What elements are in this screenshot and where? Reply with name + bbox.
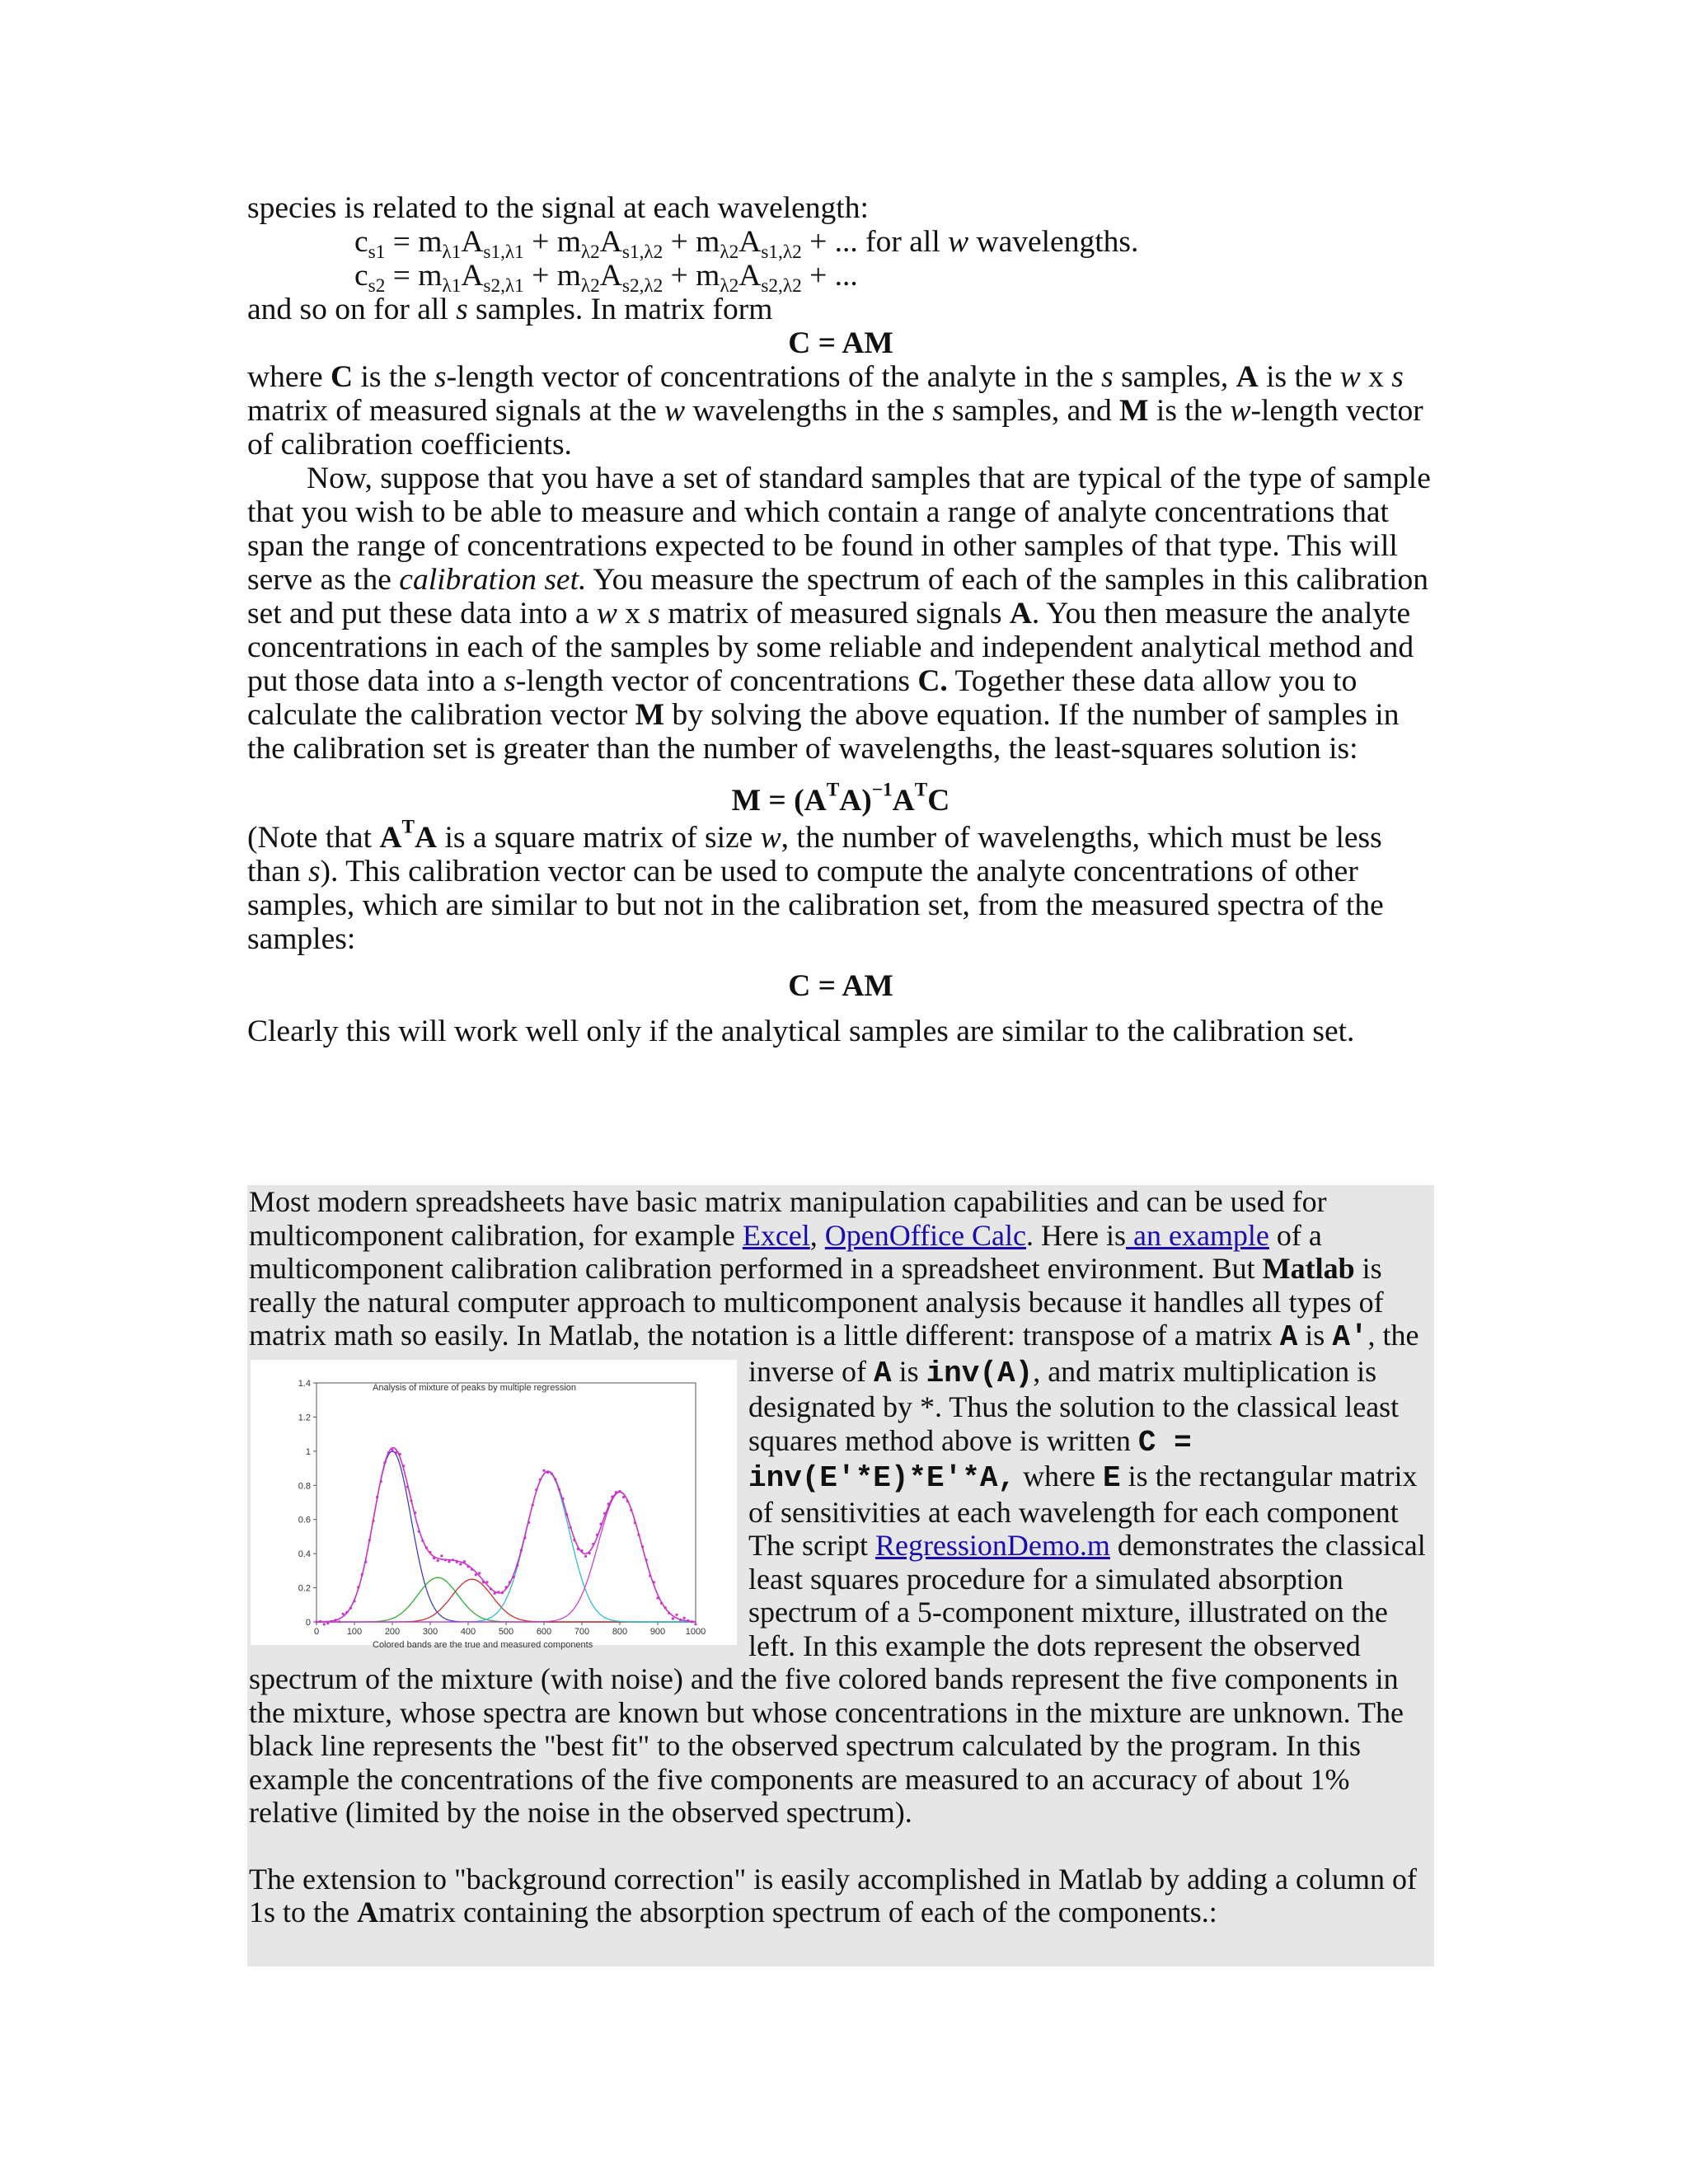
y-tick-label: 0.8 xyxy=(298,1480,311,1491)
chart-svg xyxy=(251,1360,737,1645)
observed-point xyxy=(577,1547,579,1549)
t: is xyxy=(1305,1319,1325,1352)
observed-point xyxy=(357,1586,359,1588)
observed-point xyxy=(497,1591,499,1593)
observed-point xyxy=(561,1497,564,1499)
observed-point xyxy=(592,1542,594,1544)
t: matrix of measured signals xyxy=(668,597,1002,630)
highlight-box xyxy=(247,1185,1434,1966)
t: . You then measure the analyte concentrations in each of the samples by some reliable and independent analytical method and put those data into a xyxy=(247,597,1414,698)
t: , the number of wavelengths, which must be less than xyxy=(247,821,1382,888)
t: A xyxy=(414,821,438,855)
x-tick-label: 500 xyxy=(498,1626,514,1637)
observed-point xyxy=(551,1472,553,1474)
observed-point xyxy=(421,1539,424,1541)
equation-c-am-2: C = AM xyxy=(788,969,893,1003)
observed-point xyxy=(410,1499,412,1502)
x-tick-label: 700 xyxy=(574,1626,590,1637)
y-tick-label: 0 xyxy=(305,1617,311,1628)
component-band-4 xyxy=(316,1471,696,1621)
observed-point xyxy=(463,1560,466,1563)
eq-text: for all xyxy=(865,225,940,259)
t: where xyxy=(1023,1460,1096,1493)
regression-chart xyxy=(251,1360,737,1650)
t: samples, and xyxy=(952,394,1112,428)
observed-point xyxy=(338,1620,340,1623)
samples-line xyxy=(247,293,1434,326)
y-tick-label: 1.2 xyxy=(298,1412,311,1422)
observed-point xyxy=(482,1581,485,1583)
t: w xyxy=(596,597,617,630)
observed-point xyxy=(554,1478,556,1480)
t: A xyxy=(1009,597,1032,630)
observed-point xyxy=(353,1600,355,1602)
observed-point xyxy=(668,1611,670,1614)
t: by solving the above equation. If the number of samples in the calibration set is greater than the number of wavelengths, the least-squares solution is: xyxy=(247,698,1400,766)
clearly-line: Clearly this will work well only if the analytical samples are similar to the calibration set. xyxy=(247,1015,1355,1048)
observed-point xyxy=(520,1549,523,1551)
observed-point xyxy=(535,1488,537,1491)
var: s xyxy=(456,293,468,326)
y-tick-label: 0.2 xyxy=(298,1583,311,1594)
observed-point xyxy=(570,1526,572,1528)
observed-point xyxy=(380,1479,382,1482)
t: ). This calibration vector can be used to compute the analyte concentrations of other samples, which are similar to but not in the calibration set, from the measured spectra of the samples: xyxy=(247,855,1384,956)
observed-point xyxy=(368,1538,371,1540)
observed-point xyxy=(414,1511,416,1513)
t: A xyxy=(1279,1320,1298,1354)
intro-line: species is related to the signal at each wavelength: xyxy=(247,191,869,225)
observed-point xyxy=(683,1616,686,1619)
observed-point xyxy=(691,1620,693,1623)
observed-point xyxy=(615,1491,617,1493)
t: The extension to "background correction" is easily accomplished in Matlab by adding a column of 1s to the xyxy=(249,1862,1418,1929)
t: w xyxy=(760,821,781,855)
regression-demo-link[interactable]: RegressionDemo.m xyxy=(874,1529,1110,1562)
observed-point xyxy=(542,1469,545,1471)
text: samples. In matrix form xyxy=(476,293,773,326)
t: is the rectangular matrix of sensitivities at each wavelength for each component The script xyxy=(748,1460,1418,1562)
observed-point xyxy=(679,1618,682,1620)
t: A xyxy=(357,1896,378,1929)
observed-point xyxy=(645,1558,648,1561)
observed-point xyxy=(323,1623,326,1625)
observed-point xyxy=(611,1495,613,1497)
t: of a multicomponent calibration calibration performed in a spreadsheet environment. But xyxy=(249,1218,1322,1285)
t: You measure the spectrum of each of the samples in this calibration set and put these data into a xyxy=(247,563,1428,630)
x-tick-label: 1000 xyxy=(685,1626,706,1637)
t: s xyxy=(1391,360,1404,394)
y-tick-label: 0.6 xyxy=(298,1515,311,1526)
t: w xyxy=(1230,394,1251,428)
t: matrix containing the absorption spectrum of each of the components.: xyxy=(378,1896,1217,1929)
t: demonstrates the classical least squares procedure for a simulated absorption spectrum of a 5-component mixture, illustrated on the left. In this example the dots represent the observed spectrum of the mixture (with noise) and the five colored bands represent the five components in the mixture, whose spectra are known but whose concentrations in the mixture are unknown. The black line represents the "best fit" to the observed spectrum calculated by the program. In this example the concentrations of the five components are measured to an accuracy of about 1% relative (limited by the noise in the observed spectrum). xyxy=(249,1529,1426,1829)
background-paragraph xyxy=(249,1863,1432,1929)
t: E xyxy=(1103,1461,1121,1495)
x-tick-label: 400 xyxy=(460,1626,476,1637)
t: is really the natural computer approach to multicomponent analysis because it handles all types of matrix math so easily. In Matlab, the notation is a little different: transpose of a matrix xyxy=(249,1252,1384,1352)
t: where xyxy=(247,360,323,394)
observed-point xyxy=(452,1558,454,1561)
observed-point xyxy=(334,1619,336,1621)
t: is the xyxy=(1156,394,1223,428)
excel-link[interactable]: Excel xyxy=(742,1218,810,1252)
observed-point xyxy=(437,1559,439,1562)
t: M xyxy=(635,698,664,732)
t: -length vector of concentrations xyxy=(515,664,910,698)
observed-point xyxy=(326,1622,329,1624)
observed-point xyxy=(660,1601,663,1604)
observed-point xyxy=(656,1596,659,1599)
observed-point xyxy=(596,1533,598,1535)
observed-point xyxy=(456,1560,458,1563)
observed-point xyxy=(315,1620,317,1623)
equation-cs1: $c_{s1} = m_{\lambda 1}A_{s1,\lambda 1} + m_{\lambda 2}A_{s1,\lambda 2} + m_{\lambda 2}A_{s1,\lambda 2}$ + ... for all w wavelengths. xyxy=(354,225,1139,264)
text: and so on for all xyxy=(247,293,448,326)
component-band-5 xyxy=(316,1492,696,1621)
t: x xyxy=(625,597,640,630)
observed-point xyxy=(361,1572,363,1575)
equation-c-am: C = AM xyxy=(788,326,893,360)
t: , and matrix multiplication is designated by *. Thus the solution to the classical least squares method above is written xyxy=(748,1354,1400,1457)
observed-point xyxy=(588,1551,591,1554)
observed-point xyxy=(626,1499,629,1502)
matlab-paragraph xyxy=(249,1185,1432,1830)
observed-point xyxy=(528,1521,530,1523)
observed-point xyxy=(641,1545,644,1548)
x-tick-label: 300 xyxy=(422,1626,438,1637)
y-tick-label: 1.4 xyxy=(298,1378,311,1389)
observed-point xyxy=(399,1452,401,1455)
equation-cs2: $c_{s2} = m_{\lambda 1}A_{s2,\lambda 1} + m_{\lambda 2}A_{s2,\lambda 2} + m_{\lambda 2}A_{s2,\lambda 2}$ + ... xyxy=(354,259,858,298)
observed-point xyxy=(319,1619,321,1622)
x-tick-label: 100 xyxy=(346,1626,363,1637)
observed-point xyxy=(364,1560,367,1563)
observed-point xyxy=(513,1575,515,1577)
observed-point xyxy=(429,1550,431,1553)
observed-point xyxy=(402,1465,405,1467)
observed-point xyxy=(406,1485,409,1488)
t: s xyxy=(932,394,945,428)
observed-point xyxy=(342,1612,345,1615)
observed-point xyxy=(546,1471,549,1474)
observed-point xyxy=(618,1489,621,1492)
observed-point xyxy=(433,1557,435,1559)
t: is xyxy=(898,1354,919,1388)
observed-point xyxy=(607,1502,610,1505)
x-tick-label: 0 xyxy=(313,1626,320,1637)
t: A xyxy=(873,1356,892,1390)
t: M xyxy=(1119,394,1149,428)
observed-point xyxy=(475,1573,477,1576)
t: s xyxy=(307,855,321,888)
observed-point xyxy=(622,1496,625,1498)
t: samples, xyxy=(1121,360,1229,394)
observed-point xyxy=(471,1568,473,1570)
chart-title: Analysis of mixture of peaks by multiple regression xyxy=(373,1382,576,1393)
observed-point xyxy=(649,1574,651,1577)
x-tick-label: 200 xyxy=(384,1626,401,1637)
y-tick-label: 1 xyxy=(305,1446,311,1457)
t: (Note that xyxy=(247,821,372,855)
observed-point xyxy=(504,1586,507,1588)
observed-point xyxy=(687,1619,689,1621)
t: is a square matrix of size xyxy=(444,821,753,855)
observed-point xyxy=(664,1606,667,1609)
main-text xyxy=(247,191,1434,1048)
eq-text: wavelengths. xyxy=(976,225,1139,259)
equation-least-squares: $M = (A^TA)^{-1}A^TC$ xyxy=(731,779,950,818)
t: s xyxy=(648,597,660,630)
t: , the inverse of xyxy=(748,1319,1419,1388)
observed-point xyxy=(459,1563,462,1565)
t: w xyxy=(664,394,686,428)
t: Now, suppose that you have a set of standard samples that are typical of the type of sample that you wish to be able to measure and which contain a range of analyte concentrations that span the range of concentrations expected to be found in other samples of that type. This will serve as the xyxy=(247,462,1431,597)
x-tick-label: 600 xyxy=(536,1626,552,1637)
t: C = inv(E'*E)*E'*A, xyxy=(748,1425,1192,1495)
t: Most modern spreadsheets have basic matrix manipulation capabilities and can be used for multicomponent calibration, for example xyxy=(249,1185,1327,1252)
t: s xyxy=(434,360,447,394)
observed-point xyxy=(532,1503,534,1506)
observed-point xyxy=(565,1513,568,1516)
observed-point xyxy=(509,1581,511,1583)
observed-point xyxy=(467,1565,469,1568)
observed-point xyxy=(558,1488,560,1490)
observed-point xyxy=(694,1623,696,1625)
observed-point xyxy=(494,1591,496,1594)
observed-point xyxy=(675,1613,678,1615)
observed-point xyxy=(603,1511,606,1514)
an-example-link[interactable]: an example xyxy=(1125,1218,1269,1252)
observed-point xyxy=(485,1581,488,1583)
t: calibration set. xyxy=(399,563,587,597)
t: is the xyxy=(1266,360,1333,394)
t: w xyxy=(1339,360,1361,394)
observed-point xyxy=(444,1558,447,1561)
observed-point xyxy=(383,1461,386,1464)
observed-point xyxy=(584,1554,587,1557)
t: , xyxy=(809,1218,818,1252)
openoffice-calc-link[interactable]: OpenOffice Calc xyxy=(824,1218,1027,1252)
t: wavelengths in the xyxy=(692,394,925,428)
observed-point xyxy=(478,1572,481,1574)
x-tick-label: 900 xyxy=(649,1626,666,1637)
now-paragraph xyxy=(247,462,1434,766)
observed-point xyxy=(387,1451,390,1453)
t: C xyxy=(330,360,354,394)
t: A xyxy=(379,821,402,855)
t: C. xyxy=(917,664,948,698)
t: . Here is xyxy=(1026,1218,1126,1252)
observed-point xyxy=(418,1530,420,1532)
observed-point xyxy=(395,1451,397,1453)
note-paragraph: (Note that $A^TA$ is a square matrix of size w, the number of wavelengths, which must be less than s). This calibration vector can be used to compute the analyte concentrations of other samples, which are similar to but not in the calibration set, from the measured spectra of the samples: xyxy=(247,816,1384,956)
observed-point xyxy=(376,1496,378,1498)
observed-point xyxy=(637,1533,640,1535)
observed-point xyxy=(349,1606,352,1609)
where-paragraph xyxy=(247,360,1434,462)
observed-point xyxy=(425,1546,428,1549)
t: inv(A) xyxy=(926,1356,1034,1390)
observed-point xyxy=(672,1617,674,1619)
observed-point xyxy=(448,1560,450,1563)
observed-point xyxy=(490,1587,492,1590)
observed-point xyxy=(331,1619,333,1622)
observed-point xyxy=(634,1521,636,1524)
t: Together these data allow you to calculate the calibration vector xyxy=(247,664,1357,732)
t: A xyxy=(1236,360,1259,394)
observed-point xyxy=(516,1563,518,1566)
observed-point xyxy=(391,1448,393,1451)
chart-xlabel: Colored bands are the true and measured components xyxy=(373,1639,593,1650)
observed-point xyxy=(440,1554,443,1557)
observed-point xyxy=(630,1508,632,1511)
eq-var: w xyxy=(948,225,969,259)
component-band-3 xyxy=(316,1579,696,1622)
t: -length vector of concentrations of the analyte in the xyxy=(446,360,1094,394)
t: Matlab xyxy=(1262,1252,1355,1285)
t: is the xyxy=(360,360,427,394)
observed-point xyxy=(523,1536,526,1539)
t: -length vector of calibration coefficients. xyxy=(247,394,1423,462)
observed-point xyxy=(372,1519,374,1521)
observed-point xyxy=(580,1549,583,1552)
observed-point xyxy=(501,1591,504,1594)
observed-point xyxy=(653,1581,655,1583)
t: matrix of measured signals at the xyxy=(247,394,657,428)
observed-point xyxy=(345,1610,348,1613)
observed-point xyxy=(599,1522,602,1525)
t: A' xyxy=(1332,1320,1368,1354)
observed-point xyxy=(539,1478,542,1480)
t: x xyxy=(1368,360,1384,394)
observed-point xyxy=(573,1539,575,1541)
y-tick-label: 0.4 xyxy=(298,1549,311,1559)
x-tick-label: 800 xyxy=(612,1626,628,1637)
t: s xyxy=(504,664,516,698)
t: s xyxy=(1101,360,1114,394)
